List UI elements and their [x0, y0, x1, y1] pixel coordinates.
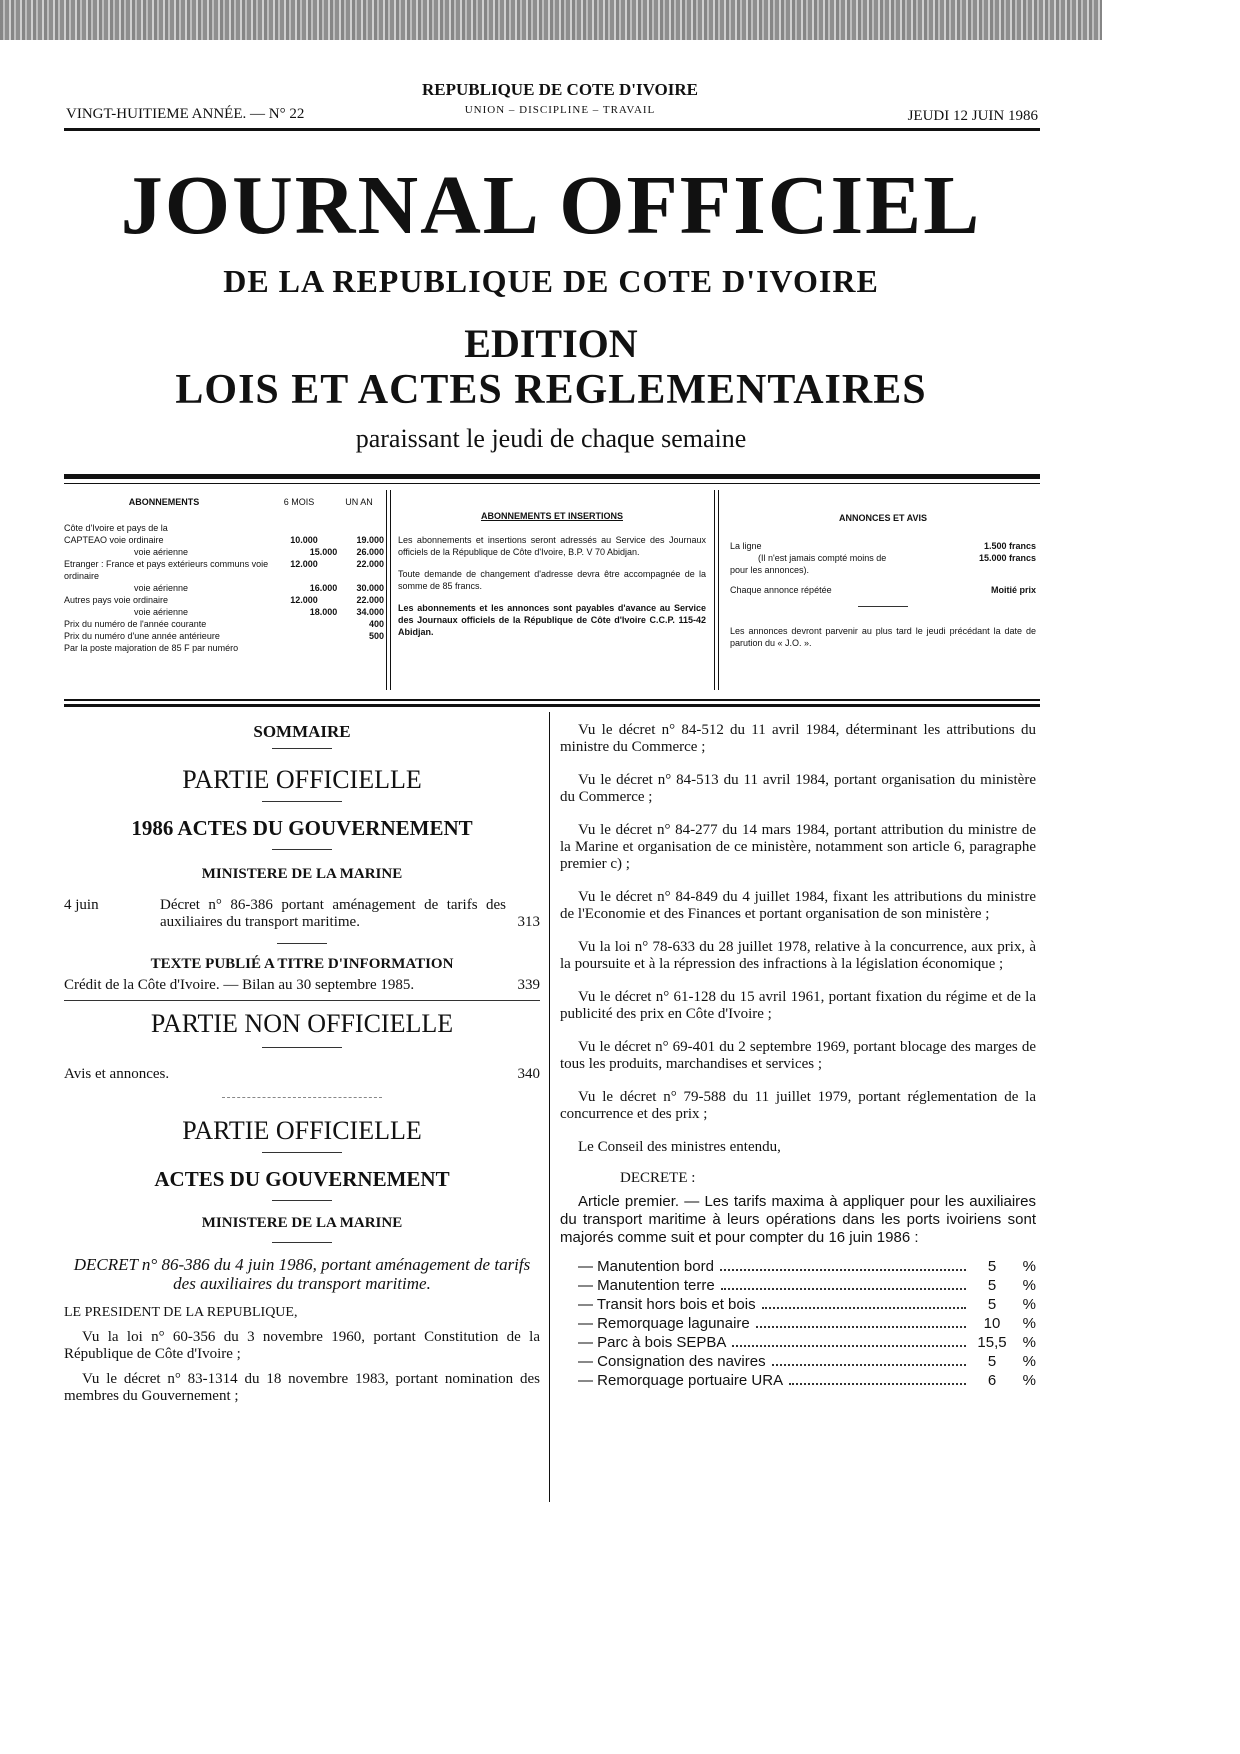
divider [262, 1047, 342, 1048]
tariff-value: 5 [987, 1258, 997, 1275]
divider [64, 699, 1040, 701]
summary-ministry: MINISTERE DE LA MARINE [201, 866, 403, 882]
subscription-label: voie aérienne [134, 583, 189, 593]
subscription-row [64, 630, 384, 642]
summary-part-non-official: PARTIE NON OFFICIELLE [150, 1009, 454, 1038]
subscription-6-months [279, 642, 329, 654]
scan-artifact [0, 0, 1102, 40]
tariff-unit: % [1022, 1372, 1036, 1389]
divider [64, 483, 1040, 484]
tariff-value: 5 [987, 1353, 997, 1370]
min-note-2: pour les annonces). [730, 565, 810, 575]
divider [272, 748, 332, 749]
tariff-unit: % [1022, 1334, 1036, 1351]
notices-page: 340 [517, 1066, 540, 1082]
insertions-address: Les abonnements et insertions seront adressés au Service des Journaux officiels de la République de Côte d'Ivoire, B.P. V 70 Abidjan. [398, 535, 706, 557]
notices-entry[interactable] [64, 1066, 540, 1083]
dot-leader [720, 1269, 966, 1271]
divider [718, 490, 719, 690]
subscription-row [64, 546, 384, 558]
recital: Vu la loi n° 60-356 du 3 novembre 1960, portant Constitution de la République de Côte d'Ivoire ; [64, 1329, 540, 1362]
tariff-row [560, 1333, 1036, 1352]
recital: Vu le décret n° 83-1314 du 18 novembre 1983, portant nomination des membres du Gouvernement ; [64, 1371, 540, 1404]
tariff-label: — Manutention bord [578, 1258, 714, 1275]
insertions-heading: ABONNEMENTS ET INSERTIONS [480, 511, 623, 521]
info-text: Crédit de la Côte d'Ivoire. — Bilan au 30 septembre 1985. [64, 977, 415, 993]
issue-date: JEUDI 12 JUIN 1986 [907, 108, 1038, 124]
tariff-value: 15,5 [977, 1334, 1007, 1351]
subscription-label: Autres pays voie ordinaire [64, 595, 169, 605]
subscription-label: CAPTEAO voie ordinaire [64, 535, 164, 545]
subscription-row [64, 594, 384, 606]
divider [64, 1000, 540, 1001]
repeat-price: Moitié prix [990, 585, 1036, 595]
recital: Vu le décret n° 84-849 du 4 juillet 1984, fixant les attributions du ministre de l'Economie et des Finances et portant organisation de son ministère ; [560, 889, 1036, 922]
tariff-row [560, 1352, 1036, 1371]
tariff-unit: % [1022, 1353, 1036, 1370]
subscription-one-year: 26.000 [356, 547, 385, 557]
divider [64, 128, 1040, 131]
subscription-row [64, 642, 384, 654]
divider [64, 704, 1040, 707]
tariff-list [560, 1257, 1036, 1390]
tariff-label: — Parc à bois SEPBA [578, 1334, 727, 1351]
issue-number: VINGT-HUITIEME ANNÉE. — N° 22 [66, 106, 305, 122]
deadline-note: Les annonces devront parvenir au plus tard le jeudi précédant la date de parution du « J.O. ». [730, 626, 1036, 648]
body-acts-heading: ACTES DU GOUVERNEMENT [154, 1167, 450, 1191]
subscription-label: Prix du numéro de l'année courante [64, 619, 207, 629]
divider [64, 474, 1040, 479]
min-note: (Il n'est jamais compté moins de [758, 553, 887, 563]
subscriptions-box [64, 496, 384, 691]
tariff-value: 5 [987, 1296, 997, 1313]
info-page: 339 [517, 977, 540, 993]
subscription-row [64, 582, 384, 594]
divider [262, 1152, 342, 1153]
subscription-row [64, 522, 384, 534]
subscription-one-year: 22.000 [356, 559, 384, 569]
col-one-year: UN AN [345, 497, 373, 507]
subscription-one-year: 19.000 [356, 535, 384, 545]
subscription-row [64, 618, 384, 630]
subscription-row [64, 558, 384, 582]
info-heading: TEXTE PUBLIÉ A TITRE D'INFORMATION [150, 956, 454, 972]
subscription-one-year: 22.000 [356, 595, 384, 605]
entry-text: Décret n° 86-386 portant aménagement de tarifs des auxiliaires du transport maritime. [160, 897, 506, 930]
subscription-6-months [279, 522, 329, 534]
tariff-label: — Remorquage portuaire URA [578, 1372, 784, 1389]
tariff-label: — Manutention terre [578, 1277, 715, 1294]
line-label: La ligne [730, 541, 762, 551]
dot-leader [756, 1326, 966, 1328]
recital: Vu le décret n° 84-512 du 11 avril 1984, déterminant les attributions du ministre du Commerce ; [560, 722, 1036, 755]
tariff-row [560, 1257, 1036, 1276]
right-column [560, 722, 1036, 1390]
tariff-unit: % [1022, 1315, 1036, 1332]
tariff-row [560, 1371, 1036, 1390]
summary-title: SOMMAIRE [253, 722, 351, 741]
decree-title: DECRET n° 86-386 du 4 juin 1986, portant aménagement de tarifs des auxiliaires du transport maritime. [73, 1255, 531, 1293]
divider [277, 943, 327, 944]
subscription-row [64, 606, 384, 618]
journal-title: JOURNAL OFFICIEL [120, 159, 982, 252]
column-divider [549, 712, 550, 1502]
subscription-row [64, 534, 384, 546]
recital: Vu le décret n° 61-128 du 15 avril 1961, portant fixation du régime et de la publicité des prix en Côte d'Ivoire ; [560, 989, 1036, 1022]
recital: Vu le décret n° 84-513 du 11 avril 1984, portant organisation du ministère du Commerce ; [560, 772, 1036, 805]
repeat-label: Chaque annonce répétée [730, 585, 832, 595]
subscription-6-months: 12.000 [290, 595, 318, 605]
info-entry[interactable] [64, 977, 540, 994]
subscription-label: Côte d'Ivoire et pays de la [64, 523, 168, 533]
subscription-6-months: 18.000 [309, 607, 338, 617]
tariff-unit: % [1022, 1296, 1036, 1313]
tariff-value: 5 [987, 1277, 997, 1294]
tariff-row [560, 1295, 1036, 1314]
tariff-row [560, 1276, 1036, 1295]
tariff-label: — Transit hors bois et bois [578, 1296, 756, 1313]
republic-name: REPUBLIQUE DE COTE D'IVOIRE [422, 80, 698, 99]
subscription-one-year [334, 522, 384, 534]
insertions-address-change: Toute demande de changement d'adresse devra être accompagnée de la somme de 85 francs. [398, 569, 706, 591]
subscriptions-heading: ABONNEMENTS [128, 497, 200, 507]
subscription-one-year: 400 [368, 619, 384, 629]
divider [714, 490, 715, 690]
subscription-6-months: 15.000 [309, 547, 338, 557]
frequency: paraissant le jeudi de chaque semaine [355, 424, 747, 453]
divider [262, 801, 342, 802]
subscription-label: Prix du numéro d'une année antérieure [64, 631, 220, 641]
president-line: LE PRESIDENT DE LA REPUBLIQUE, [64, 1305, 298, 1320]
recital: Vu le décret n° 79-588 du 11 juillet 1979, portant réglementation de la concurrence et des prix ; [560, 1089, 1036, 1122]
decrees-line: DECRETE : [620, 1170, 696, 1186]
min-price: 15.000 francs [978, 553, 1036, 563]
edition-label: EDITION [464, 321, 638, 366]
announcements-box [730, 512, 1036, 649]
divider [858, 606, 908, 607]
line-price: 1.500 francs [983, 541, 1036, 551]
dot-leader [721, 1288, 966, 1290]
subscriptions-table [64, 522, 384, 654]
subscription-6-months [279, 630, 329, 642]
subscription-one-year: 500 [368, 631, 384, 641]
dot-leader [762, 1307, 966, 1309]
subscription-label: Etranger : France et pays extérieurs communs voie ordinaire [64, 559, 269, 581]
tariff-value: 6 [987, 1372, 997, 1389]
edition-name: LOIS ET ACTES REGLEMENTAIRES [175, 367, 927, 413]
subscription-label: Par la poste majoration de 85 F par numéro [64, 643, 239, 653]
entry-page: 313 [517, 914, 540, 930]
tariff-unit: % [1022, 1258, 1036, 1275]
tariff-label: — Consignation des navires [578, 1353, 766, 1370]
right-recitals [560, 722, 1036, 1123]
dot-leader [732, 1345, 966, 1347]
tariff-row [560, 1314, 1036, 1333]
tariff-value: 10 [983, 1315, 1001, 1332]
motto: UNION – DISCIPLINE – TRAVAIL [464, 104, 656, 116]
recital: Vu la loi n° 78-633 du 28 juillet 1978, relative à la concurrence, aux prix, à la poursuite et à la répression des infractions à la législation économique ; [560, 939, 1036, 972]
subscription-label: voie aérienne [134, 547, 189, 557]
divider [272, 1200, 332, 1201]
body-part-official: PARTIE OFFICIELLE [182, 1116, 422, 1145]
subscription-one-year: 30.000 [356, 583, 385, 593]
divider [272, 849, 332, 850]
left-recitals [64, 1329, 540, 1405]
subscription-6-months: 12.000 [290, 559, 318, 569]
left-column [64, 722, 540, 1405]
council-line: Le Conseil des ministres entendu, [578, 1139, 781, 1155]
insertions-box [398, 510, 706, 638]
recital: Vu le décret n° 69-401 du 2 septembre 1969, portant blocage des marges de tous les produits, marchandises et services ; [560, 1039, 1036, 1072]
entry-date: 4 juin [64, 897, 99, 913]
announcements-heading: ANNONCES ET AVIS [838, 513, 927, 523]
divider [390, 490, 391, 690]
journal-subtitle: DE LA REPUBLIQUE DE COTE D'IVOIRE [223, 263, 879, 299]
divider [272, 1242, 332, 1243]
subscription-one-year [334, 642, 384, 654]
summary-part-official: PARTIE OFFICIELLE [182, 765, 422, 794]
subscription-one-year: 34.000 [356, 607, 385, 617]
tariff-unit: % [1022, 1277, 1036, 1294]
summary-acts-heading: 1986 ACTES DU GOUVERNEMENT [131, 816, 473, 840]
subscription-6-months: 10.000 [290, 535, 318, 545]
divider [386, 490, 387, 690]
insertions-payment: Les abonnements et les annonces sont payables d'avance au Service des Journaux officiels de la République de Côte d'Ivoire C.C.P. 115-42 Abidjan. [398, 603, 706, 637]
notices-text: Avis et annonces. [64, 1066, 170, 1082]
subscription-6-months [279, 618, 329, 630]
body-ministry: MINISTERE DE LA MARINE [201, 1215, 403, 1231]
col-6-months: 6 MOIS [283, 497, 315, 507]
tariff-label: — Remorquage lagunaire [578, 1315, 750, 1332]
article-1: Article premier. — Les tarifs maxima à appliquer pour les auxiliaires du transport maritime à leurs opérations dans les ports ivoiriens sont majorés comme suit et pour compter du 16 juin 1986 : [560, 1193, 1036, 1246]
summary-entry[interactable] [64, 897, 540, 931]
dot-leader [789, 1383, 966, 1385]
dot-leader [772, 1364, 966, 1366]
divider [222, 1097, 382, 1098]
recital: Vu le décret n° 84-277 du 14 mars 1984, portant attribution du ministre de la Marine et organisation de ce ministère, notamment son article 6, paragraphe premier c) ; [560, 822, 1036, 872]
subscription-6-months: 16.000 [309, 583, 338, 593]
subscription-label: voie aérienne [134, 607, 189, 617]
